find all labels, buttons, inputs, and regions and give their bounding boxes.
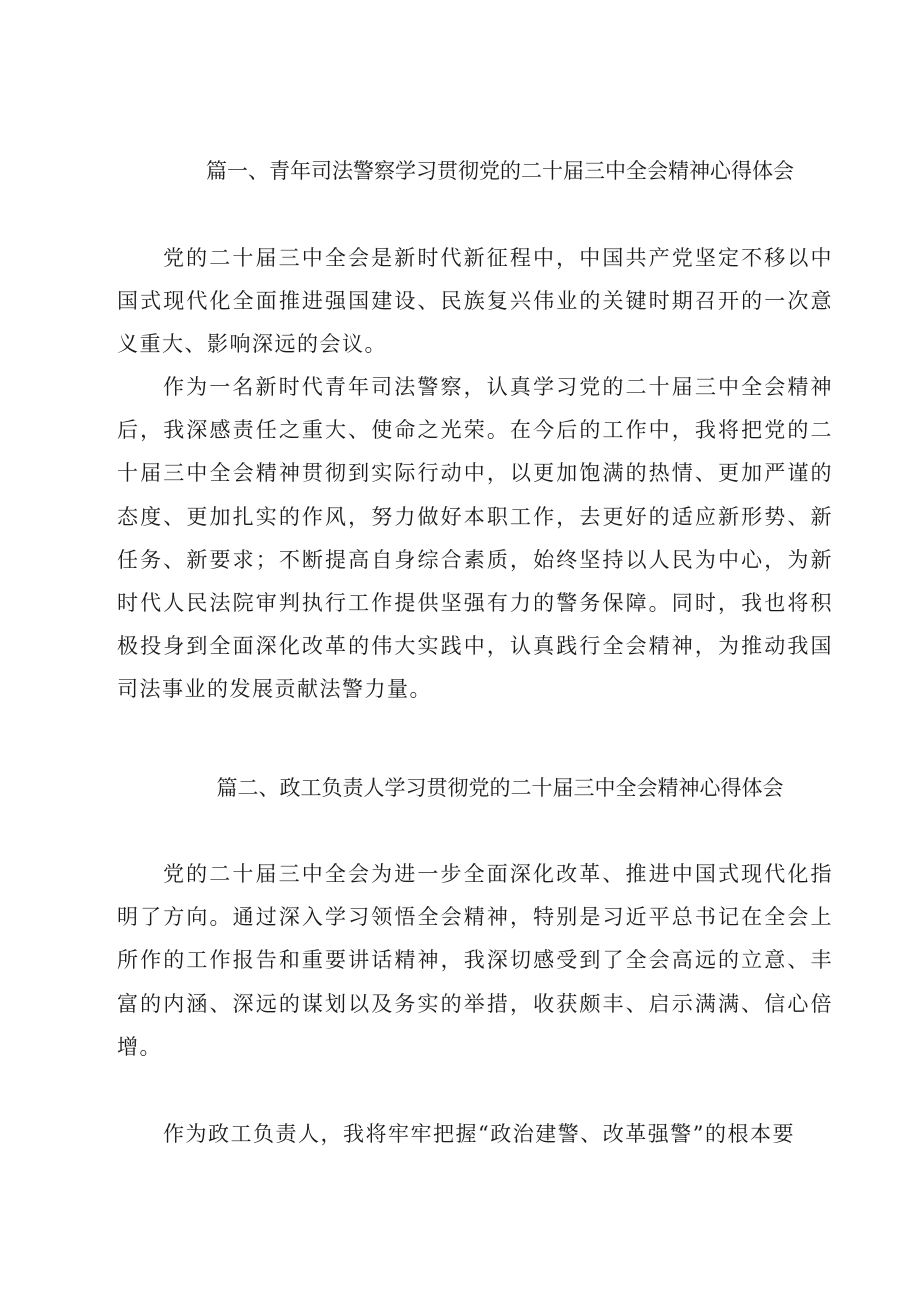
section-1-title: 篇一、青年司法警察学习贯彻党的二十届三中全会精神心得体会 [206,159,794,183]
section-1-paragraph-2: 作为一名新时代青年司法警察，认真学习党的二十届三中全会精神后，我深感责任之重大、使命之光荣。在今后的工作中，我将把党的二十届三中全会精神贯彻到实际行动中，以更加饱满的热情、更加严谨的态度、更加扎实的作风，努力做好本职工作，去更好的适应新形势、新任务、新要求；不断提高自身综合素质，始终坚持以人民为中心，为新时代人民法院审判执行工作提供坚强有力的警务保障。同时，我也将积极投身到全面深化改革的伟大实践中，认真践行全会精神，为推动我国司法事业的发展贡献法警力量。 [117,375,833,702]
section-2-paragraph-2: 作为政工负责人，我将牢牢把握“政治建警、改革强警”的根本要 [163,1122,795,1146]
section-2-title: 篇二、政工负责人学习贯彻党的二十届三中全会精神心得体会 [216,776,784,800]
section-2-paragraph-1: 党的二十届三中全会为进一步全面深化改革、推进中国式现代化指明了方向。通过深入学习领悟全会精神，特别是习近平总书记在全会上所作的工作报告和重要讲话精神，我深切感受到了全会高远的立意、丰富的内涵、深远的谋划以及务实的举措，收获颇丰、启示满满、信心倍增。 [117,862,833,1059]
section-1-paragraph-1: 党的二十届三中全会是新时代新征程中，中国共产党坚定不移以中国式现代化全面推进强国建设、民族复兴伟业的关键时期召开的一次意义重大、影响深远的会议。 [117,246,833,357]
